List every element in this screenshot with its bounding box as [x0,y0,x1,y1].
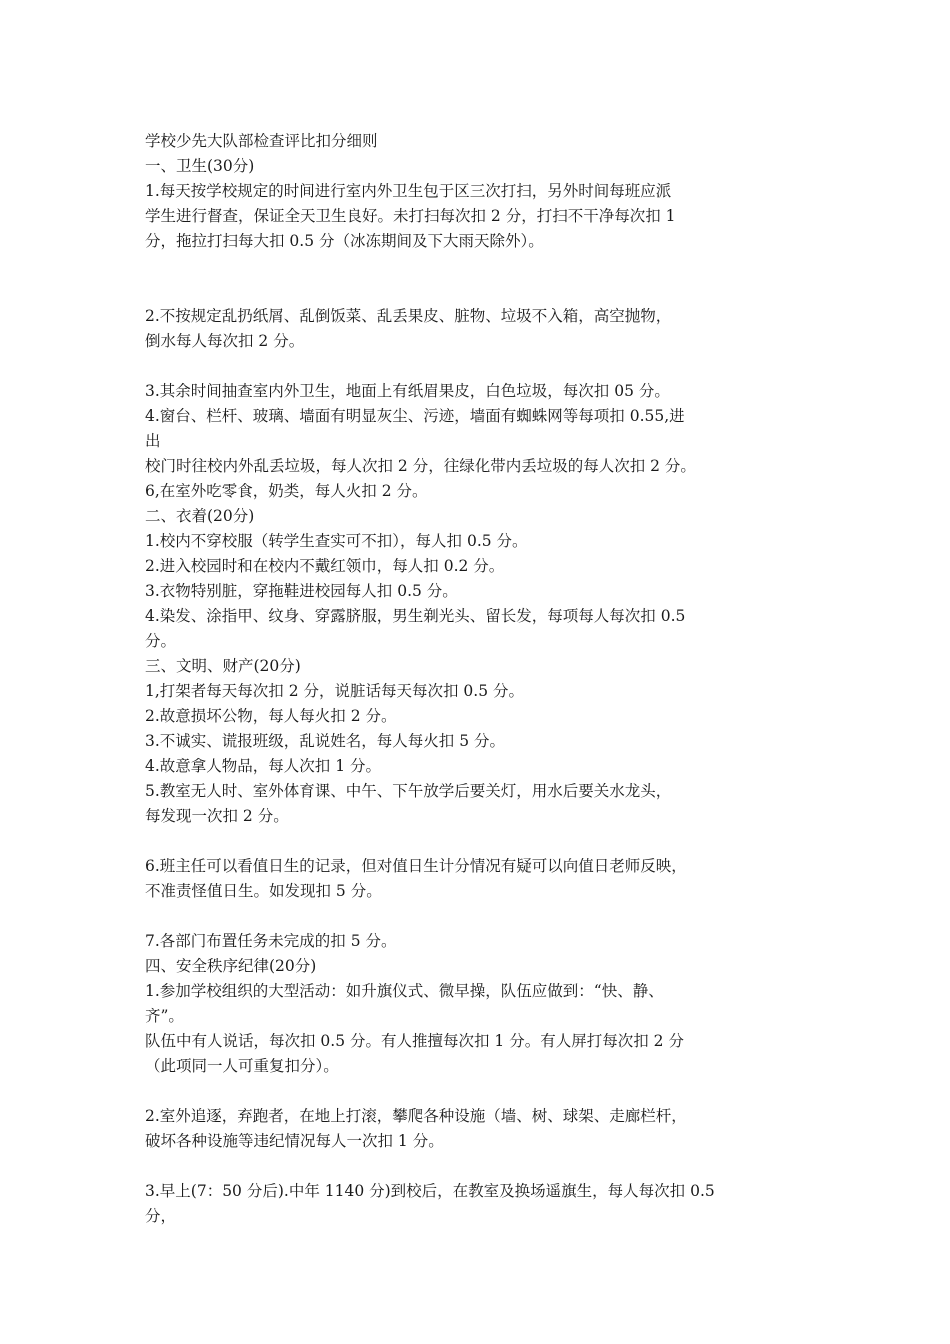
paragraph-line: 齐”。 [145,1007,184,1025]
paragraph-line: 7.各部门布置任务未完成的扣 5 分。 [145,932,397,950]
paragraph-spacer [145,354,825,379]
paragraph-line: 1,打架者每天每次扣 2 分，说脏话每天每次扣 0.5 分。 [145,682,525,700]
paragraph-line: 3.早上(7：50 分后).中年 1140 分)到校后，在教室及换场遥旗生，每人每次扣 0.5 [145,1182,715,1200]
paragraph-line: 4.故意拿人物品，每人次扣 1 分。 [145,757,382,775]
paragraph-line: 6,在室外吃零食，奶类，每人火扣 2 分。 [145,482,428,500]
paragraph-line: 2.室外追逐，弃跑者，在地上打滚，攀爬各种设施（墙、树、球架、走廊栏杆， [145,1107,687,1125]
paragraph-spacer [145,829,825,854]
paragraph-line: 5.教室无人时、室外体育课、中午、下午放学后要关灯，用水后要关水龙头， [145,782,672,800]
paragraph-line: 校门时往校内外乱丢垃圾，每人次扣 2 分，往绿化带内丢垃圾的每人次扣 2 分。 [145,457,696,475]
paragraph-line: 6.班主任可以看值日生的记录，但对值日生计分情况有疑可以向值日老师反映， [145,857,687,875]
paragraph-spacer [145,1154,825,1179]
section-heading-clothing: 二、衣着(20分) [145,507,255,525]
paragraph-line: 队伍中有人说话，每次扣 0.5 分。有人推擅每次扣 1 分。有人屏打每次扣 2 分 [145,1032,684,1050]
document-body [145,129,825,1229]
paragraph-spacer [145,904,825,929]
section-heading-hygiene: 一、卫生(30分) [145,157,255,175]
paragraph-line: 4.染发、涂指甲、纹身、穿露脐服，男生剃光头、留长发，每项每人每次扣 0.5 [145,607,686,625]
paragraph-line: 不准责怪值日生。如发现扣 5 分。 [145,882,382,900]
paragraph-line: 1.校内不穿校服（转学生查实可不扣），每人扣 0.5 分。 [145,532,528,550]
paragraph-line: 学生进行督查，保证全天卫生良好。未打扫每次扣 2 分，打扫不干净每次扣 1 [145,207,676,225]
paragraph-line: 3.衣物特别脏，穿拖鞋进校园每人扣 0.5 分。 [145,582,458,600]
paragraph-line: （此项同一人可重复扣分）。 [145,1057,339,1075]
paragraph-line: 每发现一次扣 2 分。 [145,807,289,825]
paragraph-line: 分。 [145,632,177,650]
document-title: 学校少先大队部检查评比扣分细则 [145,132,378,150]
paragraph-line: 2.故意损坏公物，每人每火扣 2 分。 [145,707,397,725]
section-heading-safety: 四、安全秩序纪律(20分) [145,957,317,975]
paragraph-line: 倒水每人每次扣 2 分。 [145,332,305,350]
section-heading-civility: 三、文明、财产(20分) [145,657,301,675]
paragraph-line: 1.每天按学校规定的时间进行室内外卫生包于区三次打扫，另外时间每班应派 [145,182,672,200]
paragraph-line: 2.进入校园时和在校内不戴红领巾，每人扣 0.2 分。 [145,557,505,575]
paragraph-line: 分， [145,1207,177,1225]
paragraph-spacer [145,1079,825,1104]
paragraph-line: 3.其余时间抽查室内外卫生，地面上有纸眉果皮，白色垃圾，每次扣 05 分。 [145,382,670,400]
paragraph-line: 出 [145,432,161,450]
paragraph-line: 4.窗台、栏杆、玻璃、墙面有明显灰尘、污迹，墙面有蜘蛛网等每项扣 0.55,进 [145,407,685,425]
paragraph-line: 1.参加学校组织的大型活动：如升旗仪式、微早操，队伍应做到：“快、静、 [145,982,664,1000]
paragraph-spacer [145,254,825,304]
paragraph-line: 3.不诚实、谎报班级，乱说姓名，每人每火扣 5 分。 [145,732,506,750]
paragraph-line: 分，拖拉打扫每大扣 0.5 分（冰冻期间及下大雨天除外）。 [145,232,544,250]
paragraph-line: 破坏各种设施等违纪情况每人一次扣 1 分。 [145,1132,444,1150]
paragraph-line: 2.不按规定乱扔纸屑、乱倒饭菜、乱丢果皮、脏物、垃圾不入箱，高空抛物， [145,307,672,325]
